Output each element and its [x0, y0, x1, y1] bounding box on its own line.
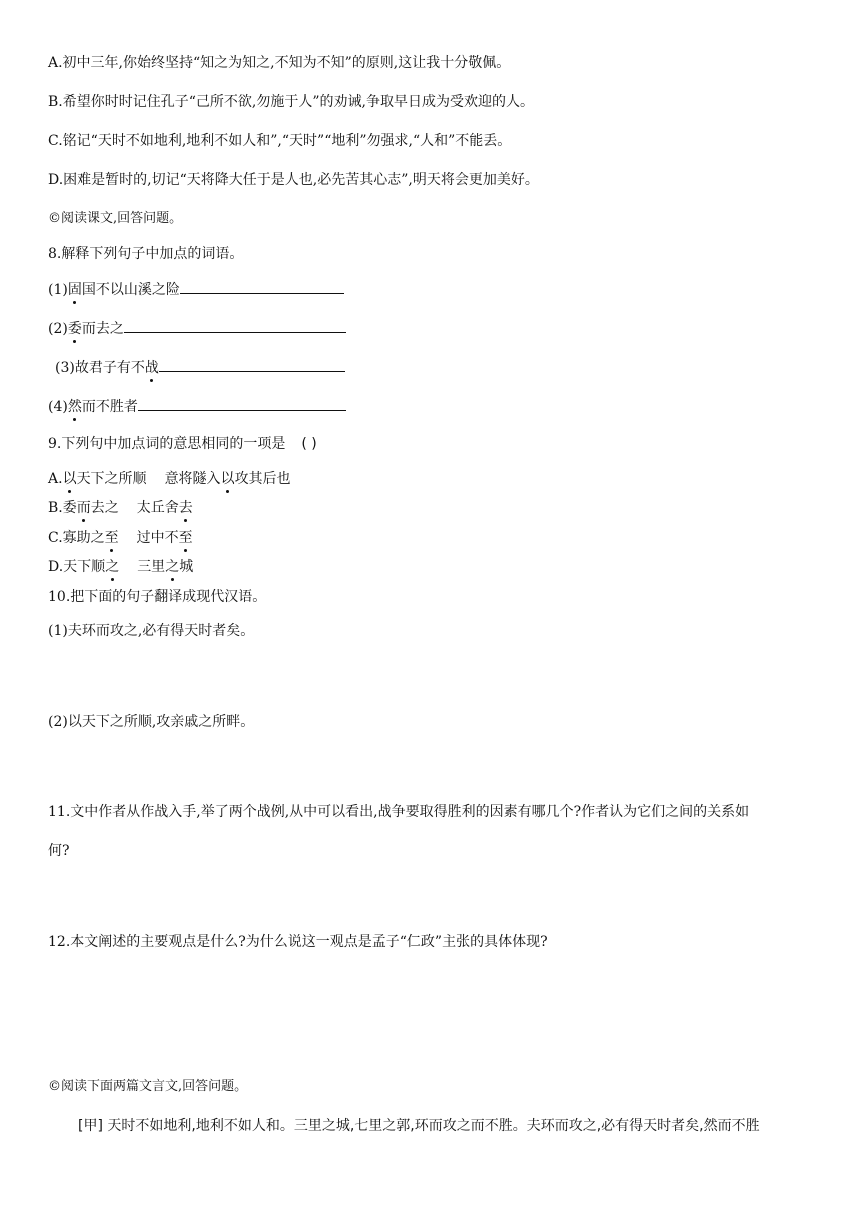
option-text: 三里 [137, 559, 166, 575]
q8-item-1-prefix: (1) [48, 282, 68, 298]
dotted-word: 以 [62, 471, 77, 487]
option-text: 过中不 [136, 530, 179, 546]
q8-item-2 [48, 318, 346, 339]
q8-item-4-prefix: (4) [48, 399, 68, 415]
dotted-word: 至 [178, 530, 193, 546]
option-text: 城 [179, 559, 194, 575]
q8-item-4-text: 而不胜者 [81, 399, 138, 415]
dotted-word: 之 [165, 559, 180, 575]
answer-blank[interactable] [180, 279, 344, 294]
option-text: C.寡助之 [48, 530, 105, 546]
q10-sentence-1: (1)夫环而攻之,必有得天时者矣。 [48, 623, 255, 639]
q8-item-1-text: 国不以山溪之险 [81, 282, 180, 298]
dotted-word: 固 [67, 282, 82, 298]
dotted-word: 而 [76, 500, 91, 516]
q9-option-b [48, 498, 193, 518]
dotted-word: 至 [104, 530, 119, 546]
q9-option-c [48, 528, 193, 548]
q12-text: 12.本文阐述的主要观点是什么?为什么说这一观点是孟子“仁政”主张的具体体现? [48, 934, 548, 950]
option-text: 太丘舍 [136, 500, 179, 516]
answer-blank[interactable] [138, 396, 346, 411]
q8-item-3-prefix: (3) [55, 360, 75, 376]
option-text: B.委 [48, 500, 77, 516]
q8-item-2-prefix: (2) [48, 321, 68, 337]
q7-option-c: C.铭记“天时不如地利,地利不如人和”,“天时”“地利”勿强求,“人和”不能丢。 [48, 133, 512, 149]
q8-item-2-text: 而去之 [81, 321, 124, 337]
q7-option-d: D.困难是暂时的,切记“天将降大任于是人也,必先苦其心志”,明天将会更加美好。 [48, 172, 539, 188]
section-intro-1: ©阅读课文,回答问题。 [48, 211, 183, 226]
dotted-word: 去 [178, 500, 193, 516]
q8-stem: 8.解释下列句子中加点的词语。 [48, 246, 244, 262]
option-text: 天下之所顺 [76, 471, 147, 487]
option-text: D.天下顺 [48, 559, 106, 575]
section-intro-2: ©阅读下面两篇文言文,回答问题。 [48, 1079, 248, 1094]
dotted-word: 之 [105, 559, 120, 575]
passage-jia: [甲] 天时不如地利,地利不如人和。三里之城,七里之郭,环而攻之而不胜。夫环而攻之,必有得天时者矣,然而不胜 [78, 1118, 760, 1134]
q7-option-b: B.希望你时时记住孔子“己所不欲,勿施于人”的劝诫,争取早日成为受欢迎的人。 [48, 94, 534, 110]
q10-sentence-2: (2)以天下之所顺,攻亲戚之所畔。 [48, 714, 255, 730]
q8-item-3-pre: 故君子有不 [74, 360, 145, 376]
q9-stem [48, 434, 317, 454]
answer-blank[interactable] [159, 357, 345, 372]
option-text: 去之 [90, 500, 119, 516]
q8-item-4 [48, 396, 346, 417]
q10-stem: 10.把下面的句子翻译成现代汉语。 [48, 589, 267, 605]
dotted-word: 以 [220, 471, 235, 487]
q9-stem-text: 9.下列句中加点词的意思相同的一项是 [48, 436, 286, 452]
dotted-word: 委 [67, 321, 82, 337]
answer-paren[interactable]: ( ) [301, 436, 317, 452]
option-text: 攻其后也 [234, 471, 291, 487]
answer-blank[interactable] [124, 318, 346, 333]
q11-line-1: 11.文中作者从作战入手,举了两个战例,从中可以看出,战争要取得胜利的因素有哪几个?作者认为它们之间的关系如 [48, 804, 750, 820]
q9-option-d [48, 557, 193, 577]
option-text: 意将隧入 [164, 471, 221, 487]
q8-item-3 [55, 357, 345, 378]
q9-option-a [48, 469, 291, 489]
q7-option-a: A.初中三年,你始终坚持“知之为知之,不知为不知”的原则,这让我十分敬佩。 [48, 55, 511, 71]
dotted-word: 战 [144, 360, 159, 376]
q8-item-1 [48, 279, 344, 300]
option-text: A. [48, 471, 63, 487]
dotted-word: 然 [67, 399, 82, 415]
q11-line-2: 何? [48, 843, 70, 859]
